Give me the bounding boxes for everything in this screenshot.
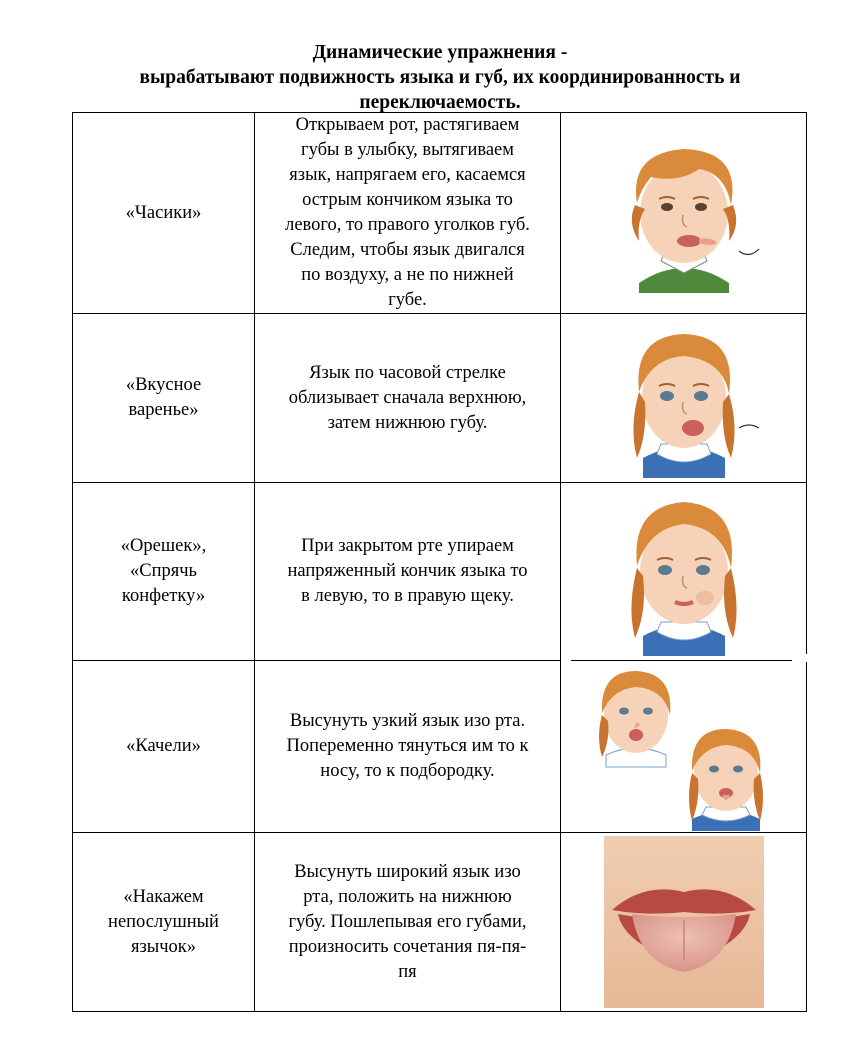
exercise-image-cell: [561, 483, 807, 661]
two-girls-tongue-up-down-illustration-icon: [584, 663, 784, 831]
border-gap: [561, 654, 571, 662]
exercise-image-cell: [561, 661, 807, 833]
table-row: [73, 314, 807, 483]
exercise-description: Высунуть широкий язык изо рта, положить на нижнюю губу. Пошлепывая его губами, произносить сочетания пя-пя- пя: [255, 833, 561, 1012]
page-heading: [90, 40, 790, 115]
exercise-description: Открываем рот, растягиваем губы в улыбку, вытягиваем язык, напрягаем его, касаемся острым кончиком языка то левого, то правого уголков губ. Следим, чтобы язык двигался по воздуху, а не по нижней губе.: [255, 113, 561, 314]
table-row: [73, 113, 807, 314]
heading-line-2: вырабатывают подвижность языка и губ, их координированность и: [139, 67, 741, 88]
table-row: [73, 661, 807, 833]
exercise-image-cell: [561, 314, 807, 483]
exercise-name: «Качели»: [73, 661, 255, 833]
exercise-description: Язык по часовой стрелке облизывает сначала верхнюю, затем нижнюю губу.: [255, 314, 561, 483]
exercise-name: «Вкусное варенье»: [73, 314, 255, 483]
lips-wide-tongue-photo-icon: [604, 836, 764, 1008]
girl-cheek-bulge-illustration-icon: [599, 488, 769, 656]
exercise-description: Высунуть узкий язык изо рта. Попеременно тянуться им то к носу, то к подбородку.: [255, 661, 561, 833]
exercise-name: «Накажем непослушный язычок»: [73, 833, 255, 1012]
exercise-name: «Часики»: [73, 113, 255, 314]
exercises-table: [72, 112, 807, 1012]
exercise-description: При закрытом рте упираем напряженный кончик языка то в левую, то в правую щеку.: [255, 483, 561, 661]
girl-licking-lips-illustration-icon: [599, 318, 769, 478]
exercise-image-cell: [561, 833, 807, 1012]
exercise-image-cell: [561, 113, 807, 314]
heading-line-1: Динамические упражнения -: [312, 42, 568, 63]
heading-line-3: переключаемость.: [359, 92, 521, 113]
table-row: [73, 833, 807, 1012]
border-gap: [792, 654, 807, 662]
child-tongue-side-illustration-icon: [599, 133, 769, 293]
exercise-name: «Орешек», «Спрячь конфетку»: [73, 483, 255, 661]
table-row: [73, 483, 807, 661]
